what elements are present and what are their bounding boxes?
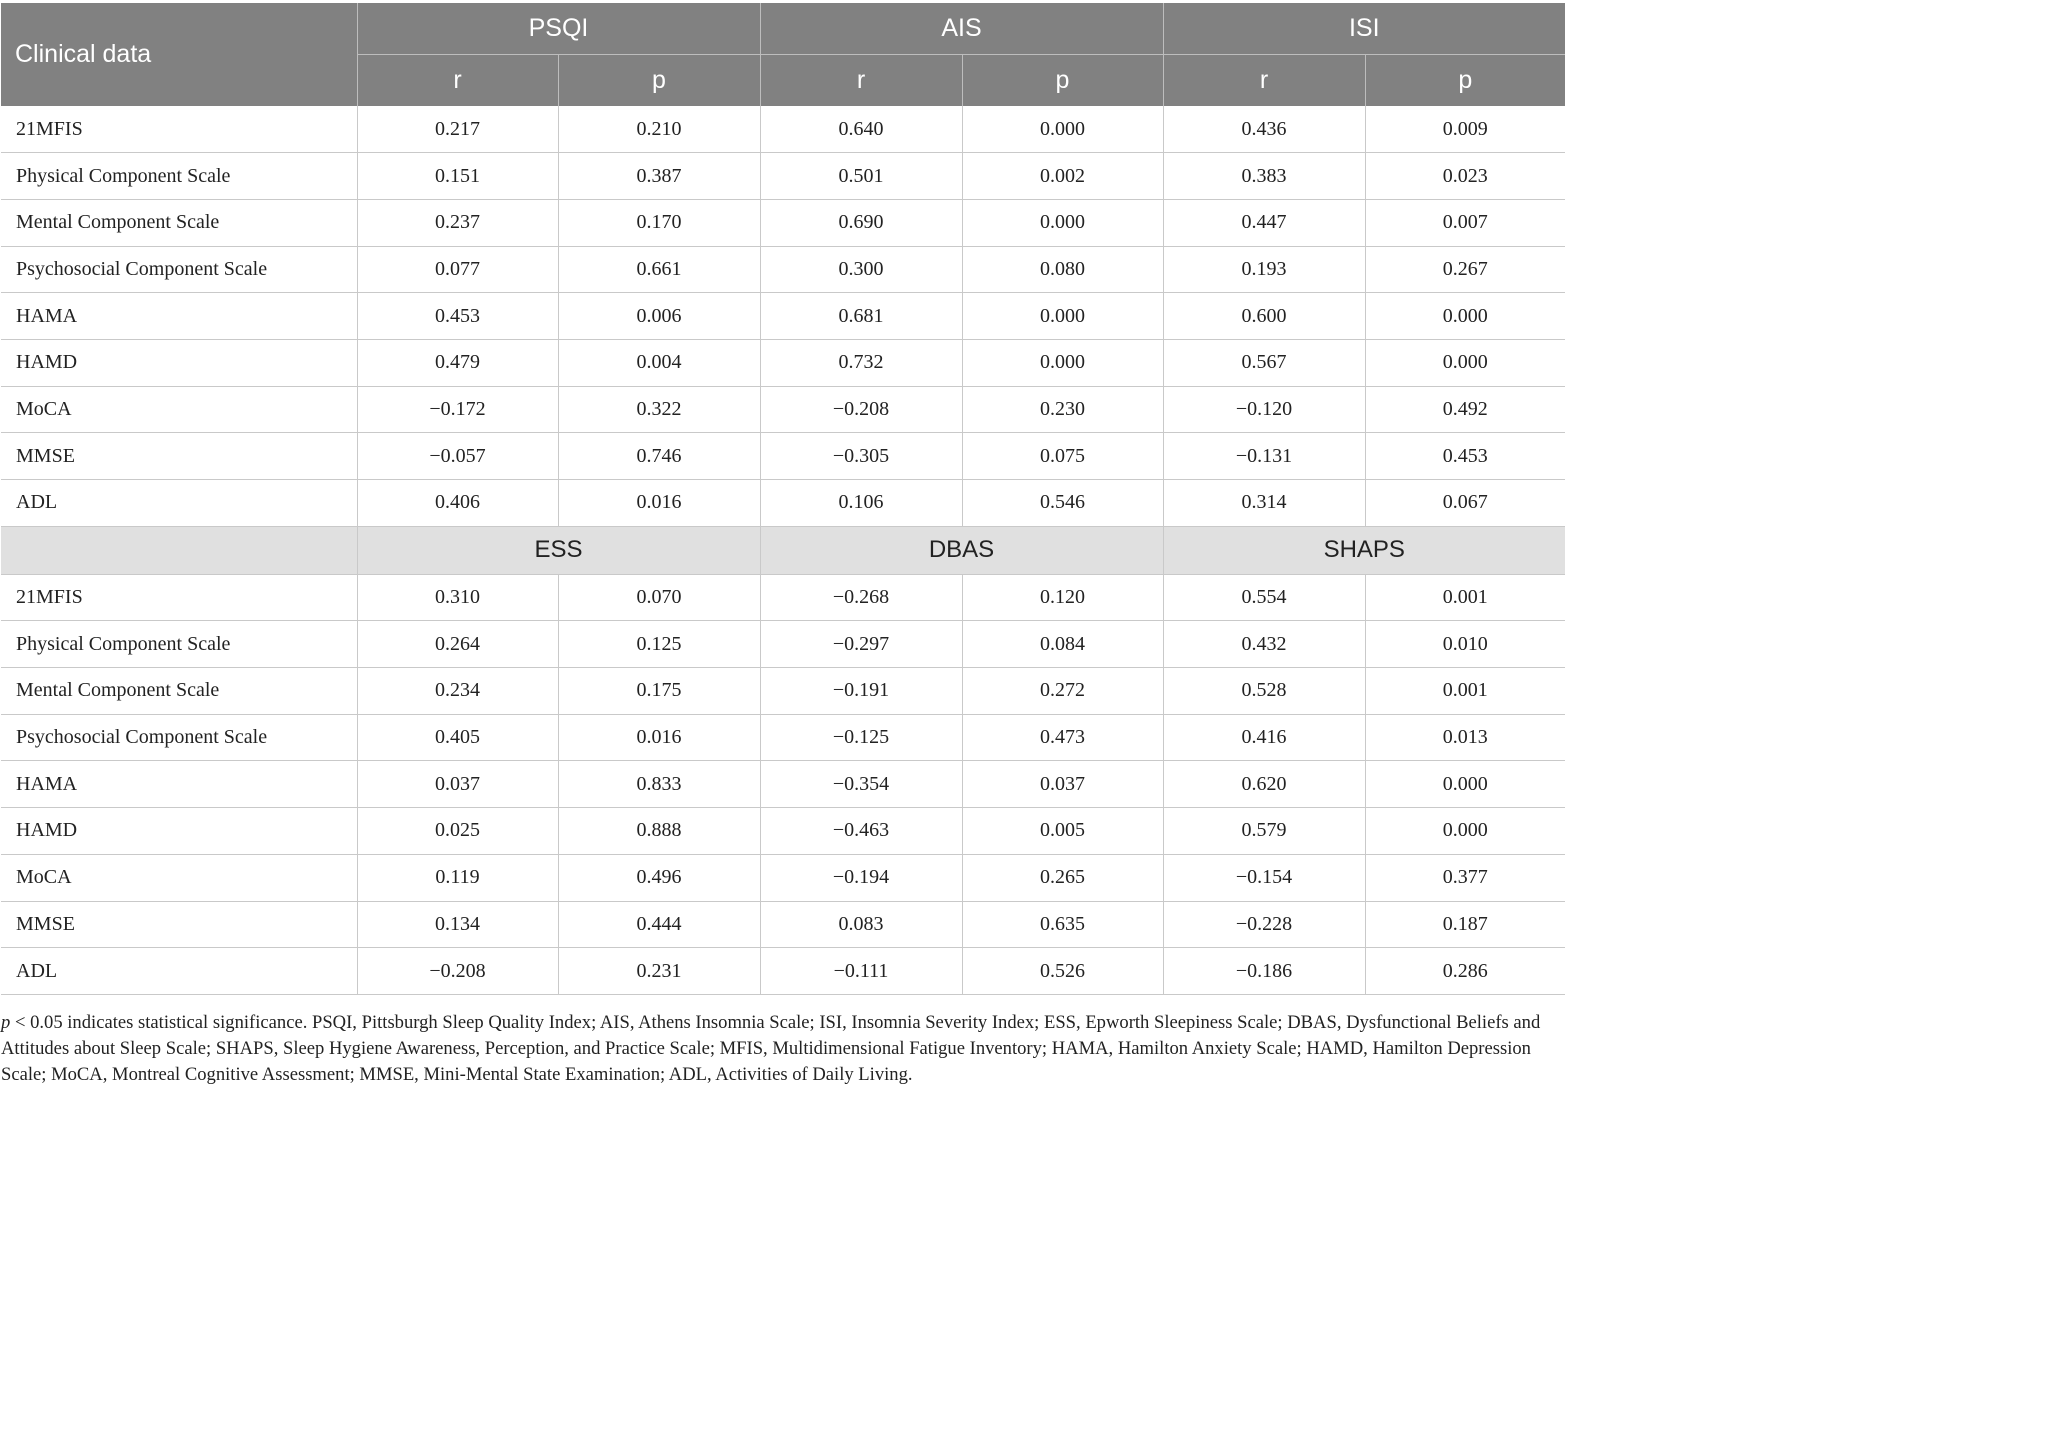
p-value-cell: 0.286 (1365, 948, 1565, 995)
r-value-cell: −0.463 (760, 808, 962, 855)
r-value-cell: 0.432 (1163, 621, 1365, 668)
p-value-cell: 0.000 (1365, 339, 1565, 386)
table-row (1, 433, 1565, 480)
p-value-cell: 0.000 (962, 293, 1163, 340)
group-header-ais: AIS (760, 3, 1163, 54)
subheader-p: p (558, 54, 760, 106)
row-label: Psychosocial Component Scale (1, 246, 357, 293)
subheader-p: p (962, 54, 1163, 106)
table-row (1, 854, 1565, 901)
p-value-cell: 0.080 (962, 246, 1163, 293)
r-value-cell: −0.305 (760, 433, 962, 480)
r-value-cell: 0.234 (357, 668, 558, 715)
table-row (1, 901, 1565, 948)
p-value-cell: 0.010 (1365, 621, 1565, 668)
p-value-cell: 0.001 (1365, 668, 1565, 715)
p-value-cell: 0.009 (1365, 106, 1565, 153)
r-value-cell: −0.154 (1163, 854, 1365, 901)
correlation-table (1, 3, 1565, 995)
p-value-cell: 0.006 (558, 293, 760, 340)
table-row (1, 339, 1565, 386)
r-value-cell: 0.405 (357, 714, 558, 761)
header-row-groups (1, 3, 1565, 54)
r-value-cell: 0.732 (760, 339, 962, 386)
table-row (1, 761, 1565, 808)
p-value-cell: 0.120 (962, 574, 1163, 621)
p-value-cell: 0.210 (558, 106, 760, 153)
p-value-cell: 0.746 (558, 433, 760, 480)
row-label: HAMA (1, 293, 357, 340)
table-row (1, 808, 1565, 855)
r-value-cell: −0.208 (357, 948, 558, 995)
footnote-p-symbol: p (1, 1012, 11, 1033)
r-value-cell: −0.194 (760, 854, 962, 901)
table-body-bottom (1, 574, 1565, 994)
p-value-cell: 0.013 (1365, 714, 1565, 761)
p-value-cell: 0.016 (558, 480, 760, 527)
subheader-blank-cell (1, 526, 357, 574)
r-value-cell: 0.300 (760, 246, 962, 293)
row-label: Psychosocial Component Scale (1, 714, 357, 761)
table-footnote (1, 1010, 1563, 1088)
p-value-cell: 0.187 (1365, 901, 1565, 948)
r-value-cell: 0.217 (357, 106, 558, 153)
r-value-cell: 0.620 (1163, 761, 1365, 808)
subheader-r: r (1163, 54, 1365, 106)
r-value-cell: 0.037 (357, 761, 558, 808)
table-row (1, 246, 1565, 293)
row-label: MMSE (1, 433, 357, 480)
subheader-p: p (1365, 54, 1565, 106)
r-value-cell: 0.310 (357, 574, 558, 621)
p-value-cell: 0.000 (962, 339, 1163, 386)
r-value-cell: 0.501 (760, 153, 962, 200)
r-value-cell: −0.297 (760, 621, 962, 668)
p-value-cell: 0.001 (1365, 574, 1565, 621)
r-value-cell: −0.111 (760, 948, 962, 995)
row-label: Physical Component Scale (1, 153, 357, 200)
p-value-cell: 0.322 (558, 386, 760, 433)
r-value-cell: 0.640 (760, 106, 962, 153)
r-value-cell: 0.453 (357, 293, 558, 340)
table-subheader-section (1, 526, 1565, 574)
r-value-cell: 0.579 (1163, 808, 1365, 855)
p-value-cell: 0.387 (558, 153, 760, 200)
p-value-cell: 0.231 (558, 948, 760, 995)
group-header-dbas: DBAS (760, 526, 1163, 574)
r-value-cell: 0.106 (760, 480, 962, 527)
p-value-cell: 0.230 (962, 386, 1163, 433)
r-value-cell: 0.193 (1163, 246, 1365, 293)
p-value-cell: 0.453 (1365, 433, 1565, 480)
r-value-cell: −0.208 (760, 386, 962, 433)
p-value-cell: 0.075 (962, 433, 1163, 480)
r-value-cell: 0.025 (357, 808, 558, 855)
row-label: Mental Component Scale (1, 668, 357, 715)
r-value-cell: −0.057 (357, 433, 558, 480)
row-label: 21MFIS (1, 574, 357, 621)
p-value-cell: 0.888 (558, 808, 760, 855)
subheader-r: r (760, 54, 962, 106)
p-value-cell: 0.067 (1365, 480, 1565, 527)
p-value-cell: 0.000 (1365, 293, 1565, 340)
r-value-cell: −0.354 (760, 761, 962, 808)
group-header-shaps: SHAPS (1163, 526, 1565, 574)
p-value-cell: 0.175 (558, 668, 760, 715)
r-value-cell: 0.083 (760, 901, 962, 948)
p-value-cell: 0.005 (962, 808, 1163, 855)
p-value-cell: 0.272 (962, 668, 1163, 715)
row-label-header: Clinical data (1, 3, 357, 106)
r-value-cell: 0.264 (357, 621, 558, 668)
p-value-cell: 0.084 (962, 621, 1163, 668)
row-label: ADL (1, 480, 357, 527)
p-value-cell: 0.526 (962, 948, 1163, 995)
table-row (1, 480, 1565, 527)
table-row (1, 199, 1565, 246)
row-label: MoCA (1, 386, 357, 433)
r-value-cell: 0.690 (760, 199, 962, 246)
r-value-cell: −0.120 (1163, 386, 1365, 433)
p-value-cell: 0.267 (1365, 246, 1565, 293)
p-value-cell: 0.023 (1365, 153, 1565, 200)
row-label: HAMD (1, 808, 357, 855)
group-header-isi: ISI (1163, 3, 1565, 54)
r-value-cell: 0.567 (1163, 339, 1365, 386)
r-value-cell: 0.554 (1163, 574, 1365, 621)
r-value-cell: −0.186 (1163, 948, 1365, 995)
p-value-cell: 0.070 (558, 574, 760, 621)
table-row (1, 293, 1565, 340)
p-value-cell: 0.492 (1365, 386, 1565, 433)
row-label: MMSE (1, 901, 357, 948)
r-value-cell: 0.436 (1163, 106, 1365, 153)
r-value-cell: −0.268 (760, 574, 962, 621)
row-label: HAMA (1, 761, 357, 808)
p-value-cell: 0.037 (962, 761, 1163, 808)
table-row (1, 106, 1565, 153)
row-label: MoCA (1, 854, 357, 901)
p-value-cell: 0.444 (558, 901, 760, 948)
p-value-cell: 0.000 (962, 199, 1163, 246)
r-value-cell: −0.228 (1163, 901, 1365, 948)
group-header-ess: ESS (357, 526, 760, 574)
p-value-cell: 0.002 (962, 153, 1163, 200)
r-value-cell: 0.681 (760, 293, 962, 340)
subheader-row-groups (1, 526, 1565, 574)
r-value-cell: 0.416 (1163, 714, 1365, 761)
group-header-psqi: PSQI (357, 3, 760, 54)
r-value-cell: 0.528 (1163, 668, 1365, 715)
p-value-cell: 0.125 (558, 621, 760, 668)
p-value-cell: 0.007 (1365, 199, 1565, 246)
row-label: 21MFIS (1, 106, 357, 153)
r-value-cell: −0.172 (357, 386, 558, 433)
table-row (1, 668, 1565, 715)
p-value-cell: 0.000 (962, 106, 1163, 153)
r-value-cell: 0.383 (1163, 153, 1365, 200)
r-value-cell: 0.406 (357, 480, 558, 527)
r-value-cell: 0.151 (357, 153, 558, 200)
p-value-cell: 0.004 (558, 339, 760, 386)
subheader-r: r (357, 54, 558, 106)
footnote-text: < 0.05 indicates statistical significance. PSQI, Pittsburgh Sleep Quality Index; AIS, Athens Insomnia Scale; ISI, Insomnia Severity Index; ESS, Epworth Sleepiness Scale; DBAS, Dysfunctional Beliefs and Attitudes about Sleep Scale; SHAPS, Sleep Hygiene Awareness, Perception, and Practice Scale; MFIS, Multidimensional Fatigue Inventory; HAMA, Hamilton Anxiety Scale; HAMD, Hamilton Depression Scale; MoCA, Montreal Cognitive Assessment; MMSE, Mini-Mental State Examination; ADL, Activities of Daily Living. (1, 1012, 1541, 1085)
r-value-cell: 0.479 (357, 339, 558, 386)
row-label: Physical Component Scale (1, 621, 357, 668)
r-value-cell: −0.125 (760, 714, 962, 761)
r-value-cell: 0.314 (1163, 480, 1365, 527)
p-value-cell: 0.377 (1365, 854, 1565, 901)
p-value-cell: 0.546 (962, 480, 1163, 527)
table-row (1, 574, 1565, 621)
p-value-cell: 0.661 (558, 246, 760, 293)
row-label: HAMD (1, 339, 357, 386)
r-value-cell: 0.447 (1163, 199, 1365, 246)
table-row (1, 714, 1565, 761)
p-value-cell: 0.496 (558, 854, 760, 901)
table-row (1, 153, 1565, 200)
p-value-cell: 0.833 (558, 761, 760, 808)
p-value-cell: 0.473 (962, 714, 1163, 761)
r-value-cell: −0.131 (1163, 433, 1365, 480)
r-value-cell: 0.134 (357, 901, 558, 948)
p-value-cell: 0.170 (558, 199, 760, 246)
table-row (1, 386, 1565, 433)
r-value-cell: 0.119 (357, 854, 558, 901)
row-label: ADL (1, 948, 357, 995)
row-label: Mental Component Scale (1, 199, 357, 246)
p-value-cell: 0.000 (1365, 808, 1565, 855)
r-value-cell: −0.191 (760, 668, 962, 715)
r-value-cell: 0.237 (357, 199, 558, 246)
p-value-cell: 0.265 (962, 854, 1163, 901)
p-value-cell: 0.635 (962, 901, 1163, 948)
p-value-cell: 0.000 (1365, 761, 1565, 808)
r-value-cell: 0.077 (357, 246, 558, 293)
table-row (1, 621, 1565, 668)
table-row (1, 948, 1565, 995)
table-body-top (1, 106, 1565, 526)
r-value-cell: 0.600 (1163, 293, 1365, 340)
p-value-cell: 0.016 (558, 714, 760, 761)
